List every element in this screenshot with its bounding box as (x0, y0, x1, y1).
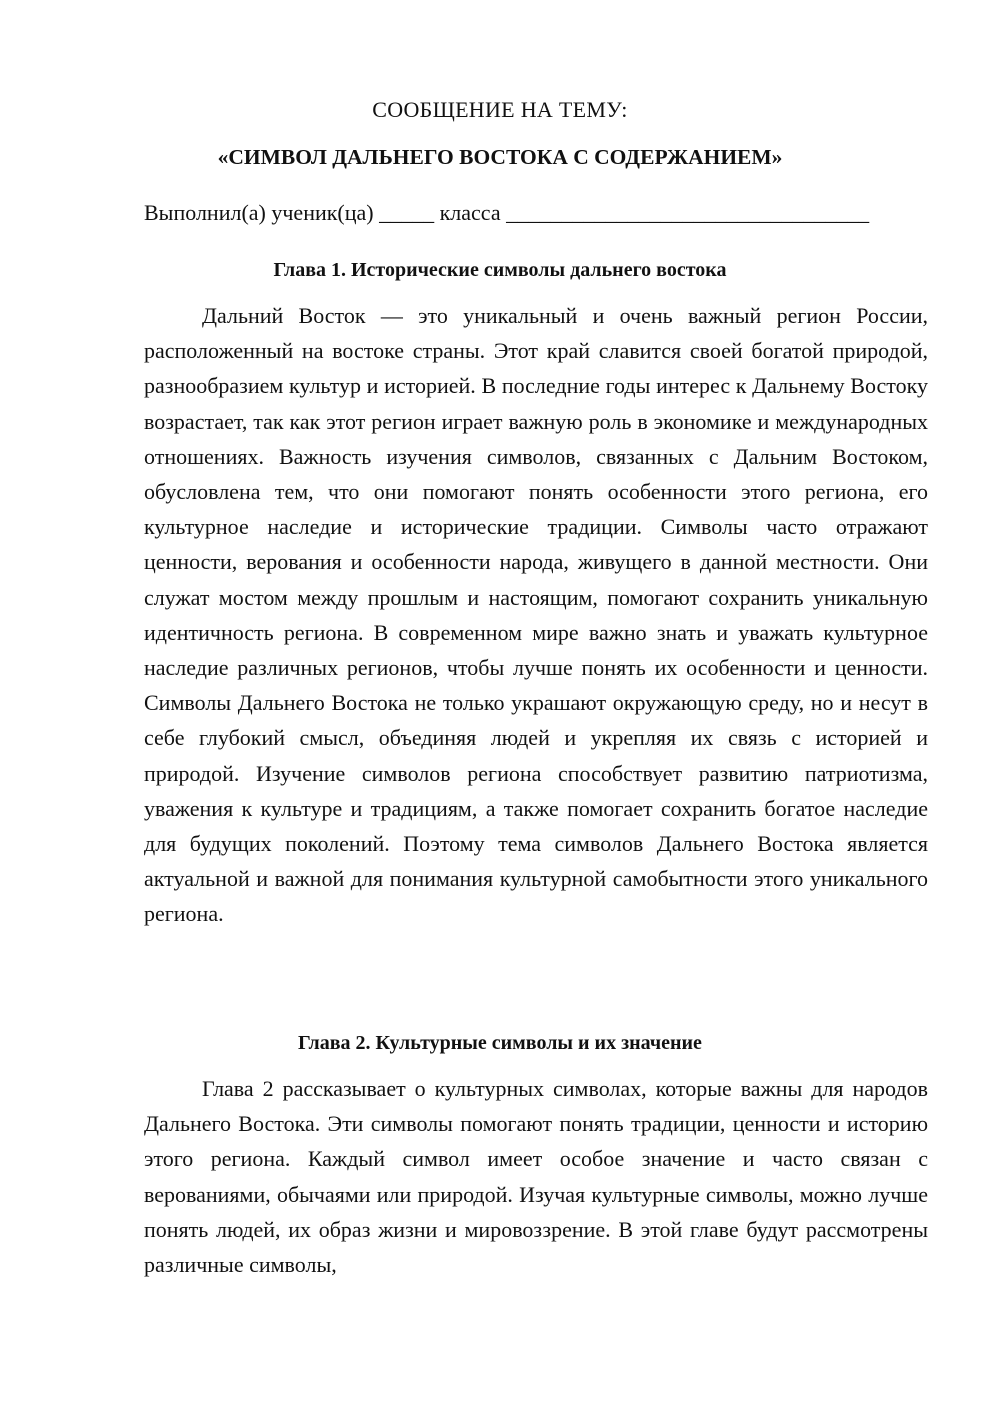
document-topic-line: СООБЩЕНИЕ НА ТЕМУ: (372, 97, 628, 122)
author-line: Выполнил(а) ученик(ца) _____ класса _________________________________ (144, 200, 870, 225)
document-title: «СИМВОЛ ДАЛЬНЕГО ВОСТОКА С СОДЕРЖАНИЕМ» (217, 145, 783, 169)
chapter-1-paragraph: Дальний Восток — это уникальный и очень важный регион России, расположенный на востоке страны. Этот край славится своей богатой природой, разнообразием культур и историей. В последние годы интерес к Дальнему Востоку возрастает, так как этот регион играет важную роль в экономике и международных отношениях. Важность изучения символов, связанных с Дальним Востоком, обусловлена тем, что они помогают понять особенности этого региона, его культурное наследие и исторические традиции. Символы часто отражают ценности, верования и особенности народа, живущего в данной местности. Они служат мостом между прошлым и настоящим, помогают сохранить уникальную идентичность региона. В современном мире важно знать и уважать культурное наследие различных регионов, чтобы лучше понять их особенности и ценности. Символы Дальнего Востока не только украшают окружающую среду, но и несут в себе глубокий смысл, объединяя людей и укрепляя их связь с историей и природой. Изучение символов региона способствует развитию патриотизма, уважения к культуре и традициям, а также помогает сохранить богатое наследие для будущих поколений. Поэтому тема символов Дальнего Востока является актуальной и важной для понимания культурной самобытности этого уникального региона. (144, 303, 928, 927)
chapter-2-heading: Глава 2. Культурные символы и их значение (298, 1032, 702, 1054)
chapter-2-paragraph: Глава 2 рассказывает о культурных символах, которые важны для народов Дальнего Востока. Эти символы помогают понять традиции, ценности и историю этого региона. Каждый символ имеет особое значение и часто связан с верованиями, обычаями или природой. Изучая культурные символы, можно лучше понять людей, их образ жизни и мировоззрение. В этой главе будут рассмотрены различные символы, (144, 1076, 928, 1278)
chapter-1-heading: Глава 1. Исторические символы дальнего востока (273, 259, 727, 281)
